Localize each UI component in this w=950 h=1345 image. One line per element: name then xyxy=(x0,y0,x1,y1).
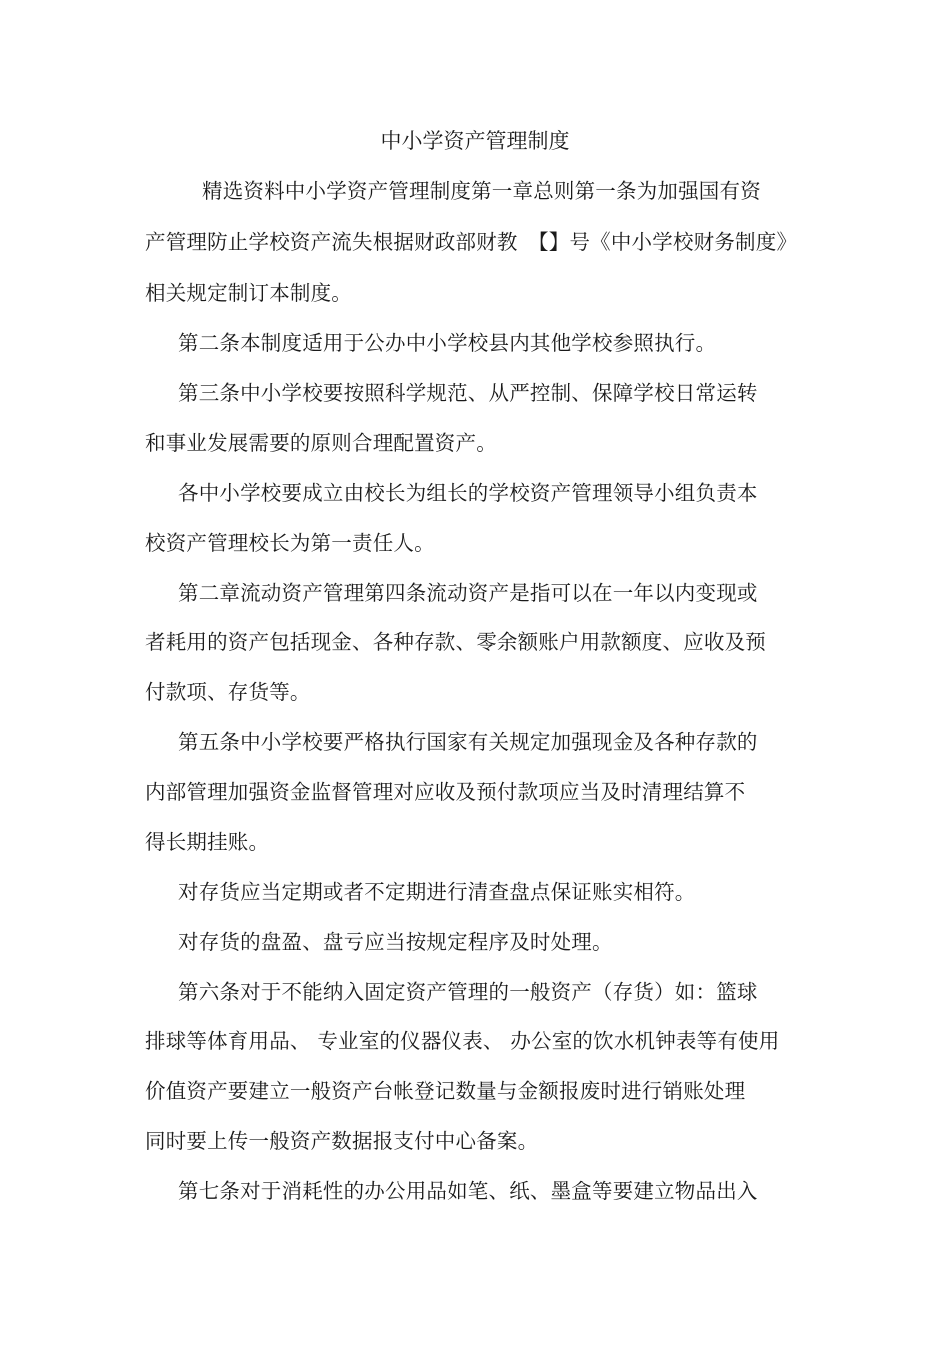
paragraph-line: 产管理防止学校资产流失根据财政部财教 【】号《中小学校财务制度》 xyxy=(145,230,798,254)
paragraph-line: 第五条中小学校要严格执行国家有关规定加强现金及各种存款的 xyxy=(178,730,758,754)
paragraph-line: 第三条中小学校要按照科学规范、从严控制、保障学校日常运转 xyxy=(178,381,758,405)
paragraph-line: 对存货的盘盈、盘亏应当按规定程序及时处理。 xyxy=(178,930,613,954)
paragraph-line: 第六条对于不能纳入固定资产管理的一般资产（存货）如：篮球 xyxy=(178,980,758,1004)
paragraph-line: 校资产管理校长为第一责任人。 xyxy=(145,531,435,555)
paragraph-line: 第二章流动资产管理第四条流动资产是指可以在一年以内变现或 xyxy=(178,581,758,605)
document-title: 中小学资产管理制度 xyxy=(380,129,570,153)
paragraph-line: 对存货应当定期或者不定期进行清查盘点保证账实相符。 xyxy=(178,880,696,904)
paragraph-line: 和事业发展需要的原则合理配置资产。 xyxy=(145,431,497,455)
paragraph-line: 各中小学校要成立由校长为组长的学校资产管理领导小组负责本 xyxy=(178,481,758,505)
paragraph-line: 价值资产要建立一般资产台帐登记数量与金额报废时进行销账处理 xyxy=(145,1079,746,1103)
paragraph-line: 第二条本制度适用于公办中小学校县内其他学校参照执行。 xyxy=(178,331,717,355)
paragraph-line: 付款项、存货等。 xyxy=(145,680,311,704)
paragraph-line: 得长期挂账。 xyxy=(145,830,270,854)
paragraph-line: 排球等体育用品、 专业室的仪器仪表、 办公室的饮水机钟表等有使用 xyxy=(145,1029,780,1053)
paragraph-line: 内部管理加强资金监督管理对应收及预付款项应当及时清理结算不 xyxy=(145,780,746,804)
paragraph-line: 者耗用的资产包括现金、各种存款、零余额账户用款额度、应收及预 xyxy=(145,630,766,654)
paragraph-line: 相关规定制订本制度。 xyxy=(145,281,352,305)
paragraph-line: 同时要上传一般资产数据报支付中心备案。 xyxy=(145,1129,539,1153)
paragraph-line: 精选资料中小学资产管理制度第一章总则第一条为加强国有资 xyxy=(202,179,761,203)
paragraph-line: 第七条对于消耗性的办公用品如笔、纸、墨盒等要建立物品出入 xyxy=(178,1179,758,1203)
